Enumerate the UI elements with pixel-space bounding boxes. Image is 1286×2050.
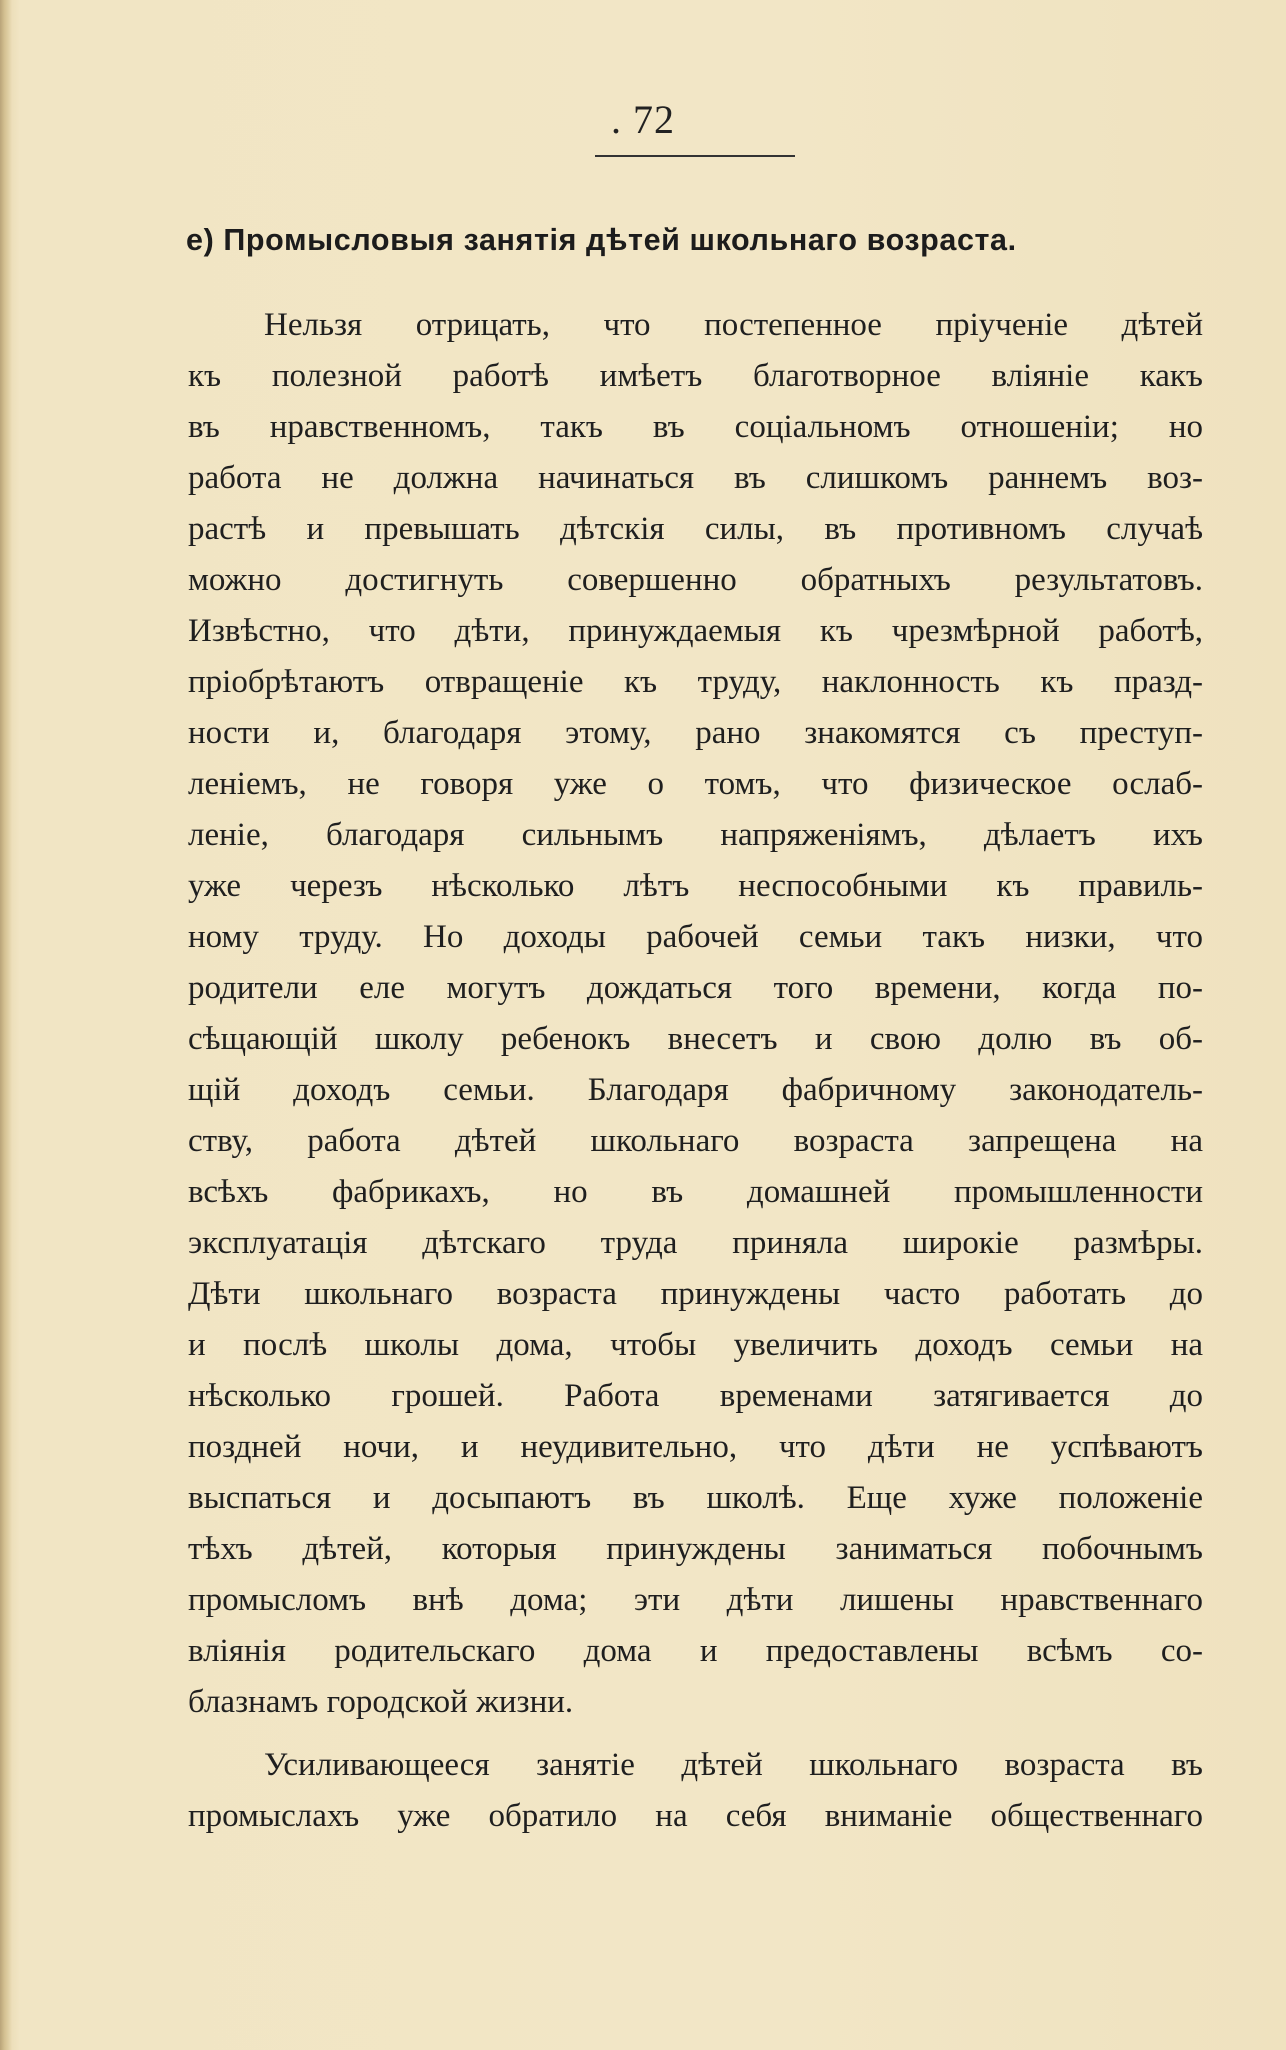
- text-line: поздней ночи, и неудивительно, что дѣти не успѣваютъ: [188, 1429, 1203, 1465]
- text-line: уже черезъ нѣсколько лѣтъ неспособными къ правиль-: [188, 868, 1203, 904]
- text-line: ству, работа дѣтей школьнаго возраста запрещена на: [188, 1123, 1203, 1159]
- text-line: выспаться и досыпаютъ въ школѣ. Еще хуже положеніе: [188, 1480, 1203, 1516]
- text-line: леніемъ, не говоря уже о томъ, что физическое ослаб-: [188, 766, 1203, 802]
- text-line: растѣ и превышать дѣтскія силы, въ противномъ случаѣ: [188, 511, 1203, 547]
- text-line: ности и, благодаря этому, рано знакомятся съ преступ-: [188, 715, 1203, 751]
- body-text: [188, 300, 1203, 1842]
- text-line: Извѣстно, что дѣти, принуждаемыя къ чрезмѣрной работѣ,: [188, 613, 1203, 649]
- text-line: промысломъ внѣ дома; эти дѣти лишены нравственнаго: [188, 1582, 1203, 1618]
- text-line: ному труду. Но доходы рабочей семьи такъ низки, что: [188, 919, 1203, 955]
- paragraph-2: [188, 1740, 1203, 1842]
- text-line: Дѣти школьнаго возраста принуждены часто работать до: [188, 1276, 1203, 1312]
- page-number-rule: [595, 155, 795, 157]
- text-line: къ полезной работѣ имѣетъ благотворное вліяніе какъ: [188, 358, 1203, 394]
- paragraph-1: [188, 300, 1203, 1728]
- text-line: всѣхъ фабрикахъ, но въ домашней промышленности: [188, 1174, 1203, 1210]
- text-line: нѣсколько грошей. Работа временами затягивается до: [188, 1378, 1203, 1414]
- text-line: работа не должна начинаться въ слишкомъ раннемъ воз-: [188, 460, 1203, 496]
- text-line: блазнамъ городской жизни.: [188, 1684, 574, 1720]
- text-line: Нельзя отрицать, что постепенное пріученіе дѣтей: [264, 307, 1203, 343]
- text-line: леніе, благодаря сильнымъ напряженіямъ, дѣлаетъ ихъ: [188, 817, 1203, 853]
- text-line: тѣхъ дѣтей, которыя принуждены заниматься побочнымъ: [188, 1531, 1203, 1567]
- text-line: вліянія родительскаго дома и предоставлены всѣмъ со-: [188, 1633, 1203, 1669]
- paragraph-gap: [188, 1728, 1203, 1740]
- text-line: и послѣ школы дома, чтобы увеличить доходъ семьи на: [188, 1327, 1203, 1363]
- page-binding-edge: [0, 0, 12, 2050]
- page-number: . 72: [611, 97, 675, 142]
- text-line: въ нравственномъ, такъ въ соціальномъ отношеніи; но: [188, 409, 1203, 445]
- text-line: эксплуатація дѣтскаго труда приняла широкіе размѣры.: [188, 1225, 1203, 1261]
- text-line: родители еле могутъ дождаться того времени, когда по-: [188, 970, 1203, 1006]
- text-line: Усиливающееся занятіе дѣтей школьнаго возраста въ: [264, 1747, 1203, 1783]
- text-line: сѣщающій школу ребенокъ внесетъ и свою долю въ об-: [188, 1021, 1203, 1057]
- text-line: можно достигнуть совершенно обратныхъ результатовъ.: [188, 562, 1203, 598]
- text-line: пріобрѣтаютъ отвращеніе къ труду, наклонность къ празд-: [188, 664, 1203, 700]
- section-heading: е) Промысловыя занятія дѣтей школьнаго возраста.: [186, 223, 1017, 257]
- text-line: промыслахъ уже обратило на себя вниманіе общественнаго: [188, 1798, 1203, 1834]
- text-line: щій доходъ семьи. Благодаря фабричному законодатель-: [188, 1072, 1203, 1108]
